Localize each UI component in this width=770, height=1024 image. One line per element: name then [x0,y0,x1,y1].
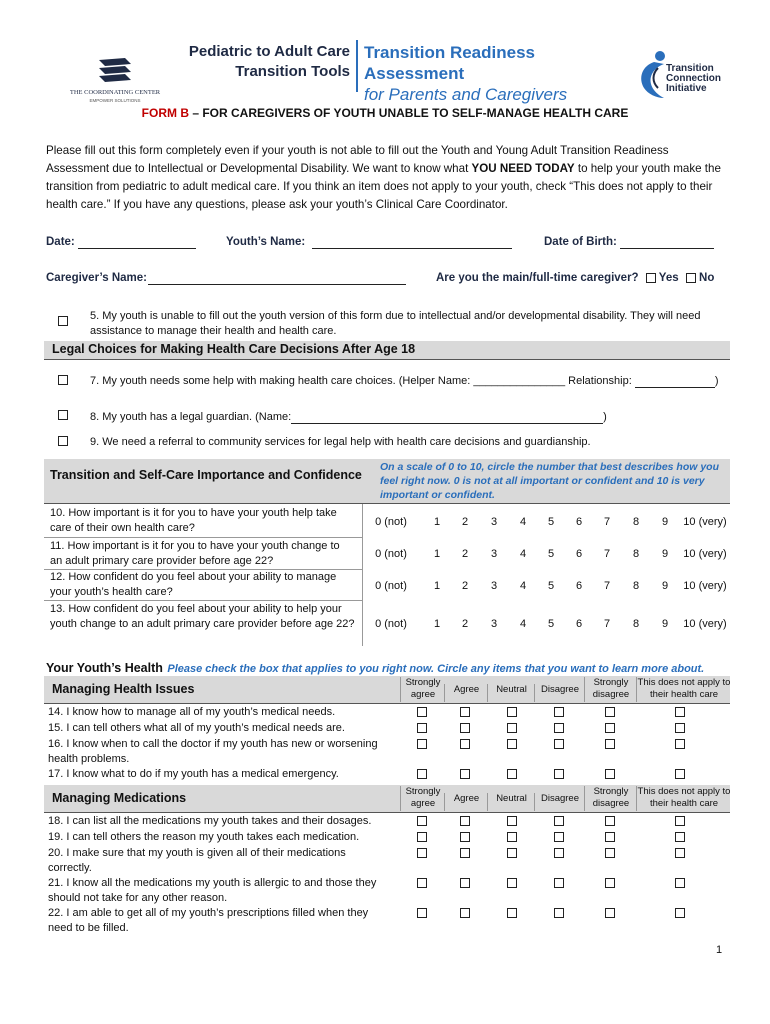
health-item-checkbox[interactable] [417,723,427,733]
partner-line2: Connection [666,73,721,84]
item7-end: ) [714,375,719,387]
q13-scale-option[interactable]: 7 [603,618,611,630]
q13-scale-option[interactable]: 5 [547,618,555,630]
health-item-checkbox[interactable] [675,908,685,918]
health-item-checkbox[interactable] [417,878,427,888]
q12-scale-option[interactable]: 7 [603,580,611,592]
item8 [90,411,607,424]
health-item-checkbox[interactable] [675,769,685,779]
q10-scale-option[interactable]: 2 [461,516,469,528]
intro-part1: Please fill out this form completely even if your youth is not able to fill out the Youth and Young Adult Transition Readiness Assessment due to Intellectual or Developmental Disability. We want to know what [46,144,669,175]
q11-scale-option[interactable]: 10 (very) [683,548,727,560]
q10-scale-option[interactable]: 1 [433,516,441,528]
q12-scale-option[interactable]: 5 [547,580,555,592]
health-item-checkbox[interactable] [460,707,470,717]
item5-text: 5. My youth is unable to fill out the youth version of this form due to intellectual and/or developmental disability. They will need assistance to manage their health and health care. [90,310,701,337]
health-item-checkbox[interactable] [460,769,470,779]
q11-scale-option[interactable]: 9 [661,548,669,560]
health-item-checkbox[interactable] [507,848,517,858]
q13-scale-option[interactable]: 9 [661,618,669,630]
org-tagline: EMPOWER SOLUTIONS [89,98,141,103]
q13-scale-option[interactable]: 2 [461,618,469,630]
health-item-checkbox[interactable] [554,769,564,779]
health-column-header: Strongly disagree [584,677,637,702]
dob-label: Date of Birth: [544,236,617,248]
health-item-checkbox[interactable] [675,739,685,749]
q10-scale-option[interactable]: 0 (not) [375,516,407,528]
q12-scale-option[interactable]: 2 [461,580,469,592]
health-item-checkbox[interactable] [675,832,685,842]
q13-scale-option[interactable]: 10 (very) [683,618,727,630]
q12-scale-option[interactable]: 3 [490,580,498,592]
health-item-checkbox[interactable] [460,832,470,842]
health-item-checkbox[interactable] [460,908,470,918]
caregiver-name-field[interactable] [148,284,406,285]
partner-logo [636,48,736,104]
guardian-name-field[interactable] [291,411,603,424]
health-item-checkbox[interactable] [417,848,427,858]
health-item-checkbox[interactable] [605,878,615,888]
health-item-checkbox[interactable] [605,723,615,733]
q11-scale-option[interactable]: 2 [461,548,469,560]
assessment-title-line2: for Parents and Caregivers [364,85,568,104]
q13-scale-option[interactable]: 4 [519,618,527,630]
item9-checkbox[interactable] [58,436,68,446]
q13-row [44,600,362,646]
youth-name-field[interactable] [312,248,512,249]
health-item-text: 14. I know how to manage all of my youth’s medical needs. [48,706,336,718]
health-item-checkbox[interactable] [554,723,564,733]
health-column-header: Disagree [534,684,585,702]
q13-scale-option[interactable]: 3 [490,618,498,630]
q11-scale-option[interactable]: 7 [603,548,611,560]
no-checkbox[interactable] [686,273,696,283]
date-field-label: Date: [46,236,75,248]
youth-name-label: Youth’s Name: [226,236,306,248]
yes-label: Yes [658,272,679,284]
q10-scale-option[interactable]: 10 (very) [683,516,727,528]
q12-scale-option[interactable]: 10 (very) [683,580,727,592]
q10-scale-option[interactable]: 4 [519,516,527,528]
item8-checkbox[interactable] [58,410,68,420]
org-logo-icon [95,56,135,88]
health-item-checkbox[interactable] [507,739,517,749]
q10-scale-option[interactable]: 7 [603,516,611,528]
date-field[interactable] [78,248,196,249]
health-item-checkbox[interactable] [507,769,517,779]
q11-scale-option[interactable]: 1 [433,548,441,560]
main-caregiver-label: Are you the main/full-time caregiver? [436,272,639,284]
confidence-table [44,504,730,646]
health-section-title: Managing Medications [52,791,187,805]
assessment-title [364,42,634,105]
page-number: 1 [716,944,723,956]
health-item-checkbox[interactable] [605,832,615,842]
health-item-checkbox[interactable] [507,878,517,888]
health-item-checkbox[interactable] [554,832,564,842]
health-item-checkbox[interactable] [675,848,685,858]
q12-scale-option[interactable]: 8 [632,580,640,592]
q13-scale-option[interactable]: 8 [632,618,640,630]
health-item-checkbox[interactable] [605,707,615,717]
confidence-scale-area [362,504,730,646]
q10-scale-option[interactable]: 9 [661,516,669,528]
q10-scale-option[interactable]: 8 [632,516,640,528]
intro-bold: YOU NEED TODAY [471,162,575,175]
health-item-checkbox[interactable] [675,816,685,826]
item9-text: 9. We need a referral to community services for legal help with health care decisions and guardianship. [90,436,591,448]
health-item-checkbox[interactable] [417,816,427,826]
yes-checkbox[interactable] [646,273,656,283]
health-column-header: Agree [444,793,488,811]
health-item-checkbox[interactable] [417,707,427,717]
health-item-checkbox[interactable] [554,707,564,717]
health-heading-line [46,659,736,677]
item8-text: 8. My youth has a legal guardian. (Name: [90,411,292,423]
q11-scale-option[interactable]: 3 [490,548,498,560]
main-caregiver-question [436,272,714,284]
item8-end: ) [603,411,607,423]
health-item-checkbox[interactable] [460,723,470,733]
item7-text: 7. My youth needs some help with making health care choices. (Helper Name: _______________ Relationship: [90,375,632,387]
health-column-header: Strongly agree [400,677,445,702]
health-instruction: Please check the box that applies to you right now. Circle any items that you want to learn more about. [167,663,705,675]
q12-scale-option[interactable]: 9 [661,580,669,592]
q11-row [44,537,362,570]
health-section-title: Managing Health Issues [52,682,195,696]
health-column-header: Strongly agree [400,786,445,811]
health-item-text: 20. I make sure that my youth is given all of their medications correctly. [48,847,346,874]
assessment-title-line1: Transition Readiness Assessment [364,43,535,83]
tool-title-line2: Transition Tools [235,63,350,80]
health-column-header: This does not apply to their health care [637,786,731,809]
health-item-checkbox[interactable] [460,739,470,749]
q11-scale-option[interactable]: 5 [547,548,555,560]
q12-scale-option[interactable]: 4 [519,580,527,592]
health-column-header: This does not apply to their health care [637,677,731,700]
item7 [90,375,719,388]
legal-heading: Legal Choices for Making Health Care Decisions After Age 18 [52,342,416,356]
dob-field[interactable] [620,248,714,249]
health-item-checkbox[interactable] [675,707,685,717]
health-item-checkbox[interactable] [417,769,427,779]
health-item-checkbox[interactable] [605,769,615,779]
health-item-text: 17. I know what to do if my youth has a medical emergency. [48,768,339,780]
org-name: THE COORDINATING CENTER [69,89,161,96]
health-item-checkbox[interactable] [554,816,564,826]
no-label: No [699,272,715,284]
confidence-instruction: On a scale of 0 to 10, circle the number that best describes how you feel right now. 0 is not at all important or confident and 10 is very important or confident. [380,461,720,501]
health-item-text: 15. I can tell others what all of my youth’s medical needs are. [48,722,345,734]
health-column-header: Neutral [487,684,535,702]
health-item-checkbox[interactable] [507,723,517,733]
health-item-checkbox[interactable] [417,908,427,918]
health-item-text: 19. I can tell others the reason my youth takes each medication. [48,831,360,843]
q13-text: 13. How confident do you feel about your ability to help your youth change to an adult primary care provider before age 22? [50,603,355,630]
q11-scale-option[interactable]: 0 (not) [375,548,407,560]
partner-line1: Transition [666,63,714,74]
intro-part2: to help your youth make the transition from pediatric to adult medical care. If you think an item does not apply to your youth, check “This does not apply to their health care.” If you have any questions, please ask your youth’s Clinical Care Coordinator. [46,162,721,211]
partner-logo-icon [636,48,670,102]
confidence-heading: Transition and Self-Care Importance and Confidence [50,468,362,482]
health-item-checkbox[interactable] [554,878,564,888]
q11-scale-option[interactable]: 4 [519,548,527,560]
health-column-header: Strongly disagree [584,786,637,811]
q13-scale-option[interactable]: 1 [433,618,441,630]
health-heading: Your Youth’s Health [46,661,163,675]
org-logo [60,52,170,108]
form-title-rest: – FOR CAREGIVERS OF YOUTH UNABLE TO SELF-MANAGE HEALTH CARE [188,106,629,120]
caregiver-name-label: Caregiver’s Name: [46,272,147,284]
item7-checkbox[interactable] [58,375,68,385]
health-item-checkbox[interactable] [675,723,685,733]
health-item-checkbox[interactable] [605,739,615,749]
health-item-checkbox[interactable] [605,908,615,918]
q11-scale-option[interactable]: 8 [632,548,640,560]
q11-text: 11. How important is it for you to have your youth change to an adult primary care provider before age 22? [50,540,340,567]
health-column-header: Neutral [487,793,535,811]
health-item-checkbox[interactable] [605,816,615,826]
health-item-checkbox[interactable] [417,832,427,842]
q11-scale-option[interactable]: 6 [575,548,583,560]
health-item-text: 16. I know when to call the doctor if my youth has new or worsening health problems. [48,738,378,765]
q12-text: 12. How confident do you feel about your ability to manage your youth’s health care? [50,571,337,598]
partner-name [666,64,721,94]
health-item-checkbox[interactable] [554,848,564,858]
health-item-checkbox[interactable] [460,848,470,858]
health-item-checkbox[interactable] [460,878,470,888]
health-item-checkbox[interactable] [554,908,564,918]
q10-scale-option[interactable]: 6 [575,516,583,528]
header-divider [356,40,358,92]
health-item-checkbox[interactable] [507,816,517,826]
tool-title [180,42,350,82]
health-item-checkbox[interactable] [507,832,517,842]
health-item-checkbox[interactable] [507,908,517,918]
health-table [44,676,730,946]
q12-scale-option[interactable]: 1 [433,580,441,592]
tool-title-line1: Pediatric to Adult Care [188,43,350,60]
health-item-checkbox[interactable] [675,878,685,888]
q10-text: 10. How important is it for you to have your youth help take care of their own health care? [50,507,337,534]
q10-scale-option[interactable]: 3 [490,516,498,528]
q13-scale-option[interactable]: 6 [575,618,583,630]
q12-scale-option[interactable]: 0 (not) [375,580,407,592]
form-title-prefix: FORM B [141,106,189,120]
q12-scale-option[interactable]: 6 [575,580,583,592]
health-item-checkbox[interactable] [417,739,427,749]
health-item-checkbox[interactable] [554,739,564,749]
health-item-checkbox[interactable] [605,848,615,858]
health-item-text: 22. I am able to get all of my youth’s prescriptions filled when they need to be filled. [48,907,369,934]
q10-scale-option[interactable]: 5 [547,516,555,528]
health-item-checkbox[interactable] [460,816,470,826]
q13-scale-option[interactable]: 0 (not) [375,618,407,630]
q10-row [44,504,362,538]
form-title [0,106,770,120]
health-item-text: 18. I can list all the medications my youth takes and their dosages. [48,815,372,827]
health-item-text: 21. I know all the medications my youth is allergic to and those they should not take for any other reason. [48,877,377,904]
health-column-header: Agree [444,684,488,702]
partner-line3: Initiative [666,83,707,94]
q12-row [44,569,362,601]
health-item-checkbox[interactable] [507,707,517,717]
item5-checkbox[interactable] [58,316,68,326]
relationship-field[interactable] [635,375,715,388]
intro-paragraph [46,142,726,214]
health-column-header: Disagree [534,793,585,811]
